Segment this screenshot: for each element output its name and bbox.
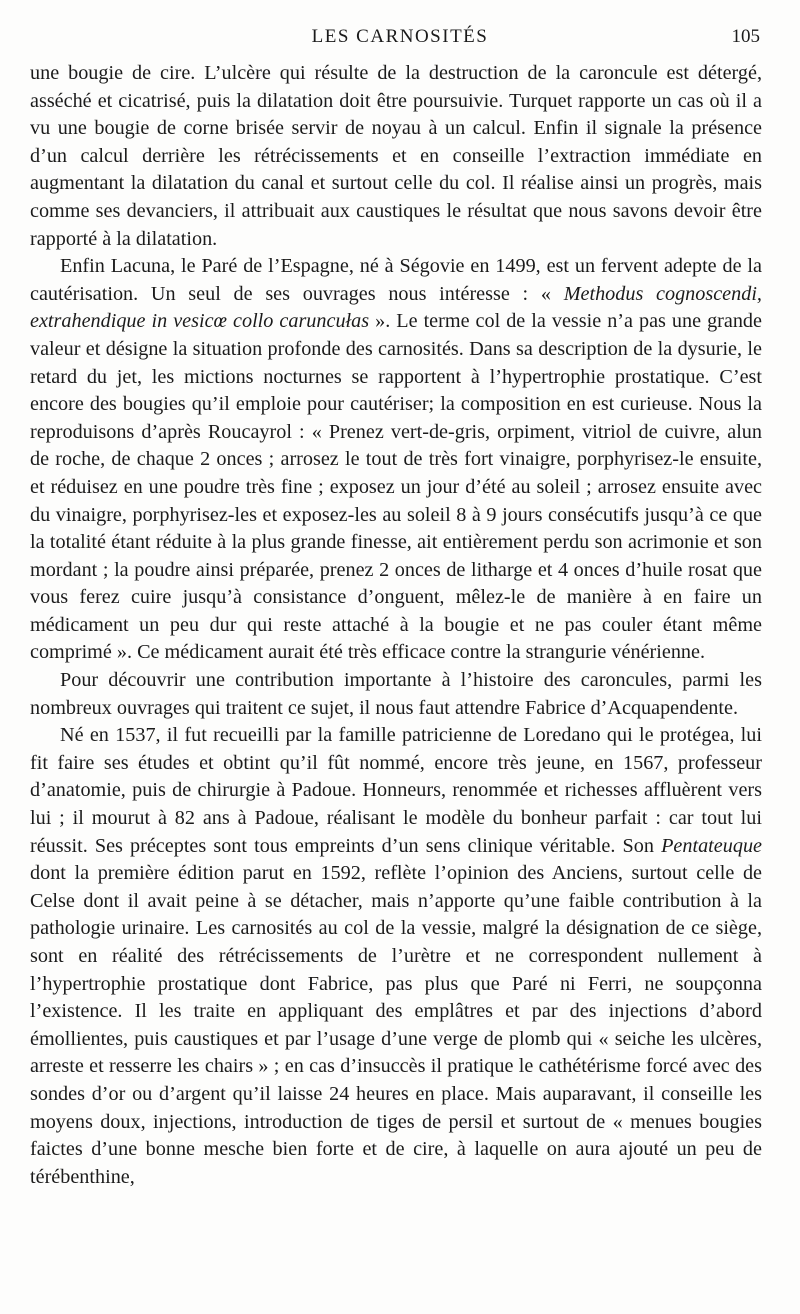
running-title: LES CARNOSITÉS [311,26,489,47]
paragraph-4-text-before: Né en 1537, il fut recueilli par la famille patricienne de Loredano qui le protégea, lui fit faire ses études et obtint qu’il fût nommé, encore très jeune, en 1567, professeur d’anatomie, puis de chirurgie à Padoue. Honneurs, renommée et richesses affluèrent vers lui ; il mourut à 82 ans à Padoue, réalisant le modèle du bonheur parfait : car tout lui réussit. Ses préceptes sont tous empreints d’un sens clinique véritable. Son [30,724,762,857]
latin-work-title: Methodus cognoscendi, extrahendique in vesicœ collo caruncułas [30,282,762,333]
paragraph-2 [30,253,762,667]
paragraph-1: une bougie de cire. L’ulcère qui résulte de la destruction de la caroncule est détergé, asséché et cicatrisé, puis la dilatation doit être poursuivie. Turquet rapporte un cas où il a vu une bougie de corne brisée servir de noyau à un calcul. Enfin il signale la présence d’un calcul derrière les rétrécissements et en conseille l’extraction immédiate en augmentant la dilatation du canal et surtout celle du col. Il réalise ainsi un progrès, mais comme ses devanciers, il attribuait aux caustiques le résultat que nous savons devoir être rapporté à la dilatation. [30,62,762,250]
paragraph-4-text-after: dont la première édition parut en 1592, reflète l’opinion des Anciens, surtout celle de Celse dont il avait peine à se détacher, mais n’apporte qu’une faible contribution à la pathologie urinaire. Les carnosités au col de la vessie, malgré la désignation de ce siège, sont en réalité des rétrécissements de l’urètre et ne correspondent nullement à l’hypertrophie prostatique dont Fabrice, pas plus que Paré ni Ferri, ne soupçonna l’existence. Il les traite en appliquant des emplâtres et par des injections d’abord émollientes, puis caustiques et par l’usage d’une verge de plomb qui « seiche les ulcères, arreste et resserre les chairs » ; en cas d’insuccès il pratique le cathétérisme forcé avec des sondes d’or ou d’argent qu’il laisse 24 heures en place. Mais auparavant, il conseille les moyens doux, injections, introduction de tiges de persil et surtout de « menues bougies faictes d’une bonne mesche bien forte et de cire, à laquelle on aura ajouté un peu de térébenthine, [30,862,762,1188]
body-text [30,60,762,1191]
paragraph-2-text-after: ». Le terme col de la vessie n’a pas une grande valeur et désigne la situation profonde des carnosités. Dans sa description de la dysurie, le retard du jet, les mictions nocturnes se rapportent à l’hypertrophie prostatique. C’est encore des bougies qu’il emploie pour cautériser; la composition en est curieuse. Nous la reproduisons d’après Roucayrol : « Prenez vert-de-gris, orpiment, vitriol de cuivre, alun de roche, de chaque 2 onces ; arrosez le tout de très fort vinaigre, porphyrisez-le ensuite, et réduisez en une poudre très fine ; exposez un jour d’été au soleil ; arrosez ensuite avec du vinaigre, porphyrisez-les et exposez-les au soleil 8 à 9 jours consécutifs jusqu’à ce que la totalité étant réduite à la plus grande finesse, ait entièrement perdu son acrimonie et son mordant ; la poudre ainsi préparée, prenez 2 onces de litharge et 4 onces d’huile rosat que vous ferez cuire jusqu’à consistance d’onguent, mêlez-le de manière à en faire un médicament un peu dur qui reste attaché à la bougie et ne pas couler étant même comprimé ». Ce médicament aurait été très efficace contre la strangurie vénérienne. [30,310,762,664]
paragraph-4 [30,722,762,1191]
pentateuque-title: Pentateuque [661,834,762,857]
running-header [0,18,800,58]
page-number: 105 [731,26,760,47]
paragraph-3: Pour découvrir une contribution importante à l’histoire des caroncules, parmi les nombreux ouvrages qui traitent ce sujet, il nous faut attendre Fabrice d’Acquapendente. [30,669,762,719]
paragraph-2-text-before: Enfin Lacuna, le Paré de l’Espagne, né à Ségovie en 1499, est un fervent adepte de la cautérisation. Un seul de ses ouvrages nous intéresse : « [30,255,762,305]
